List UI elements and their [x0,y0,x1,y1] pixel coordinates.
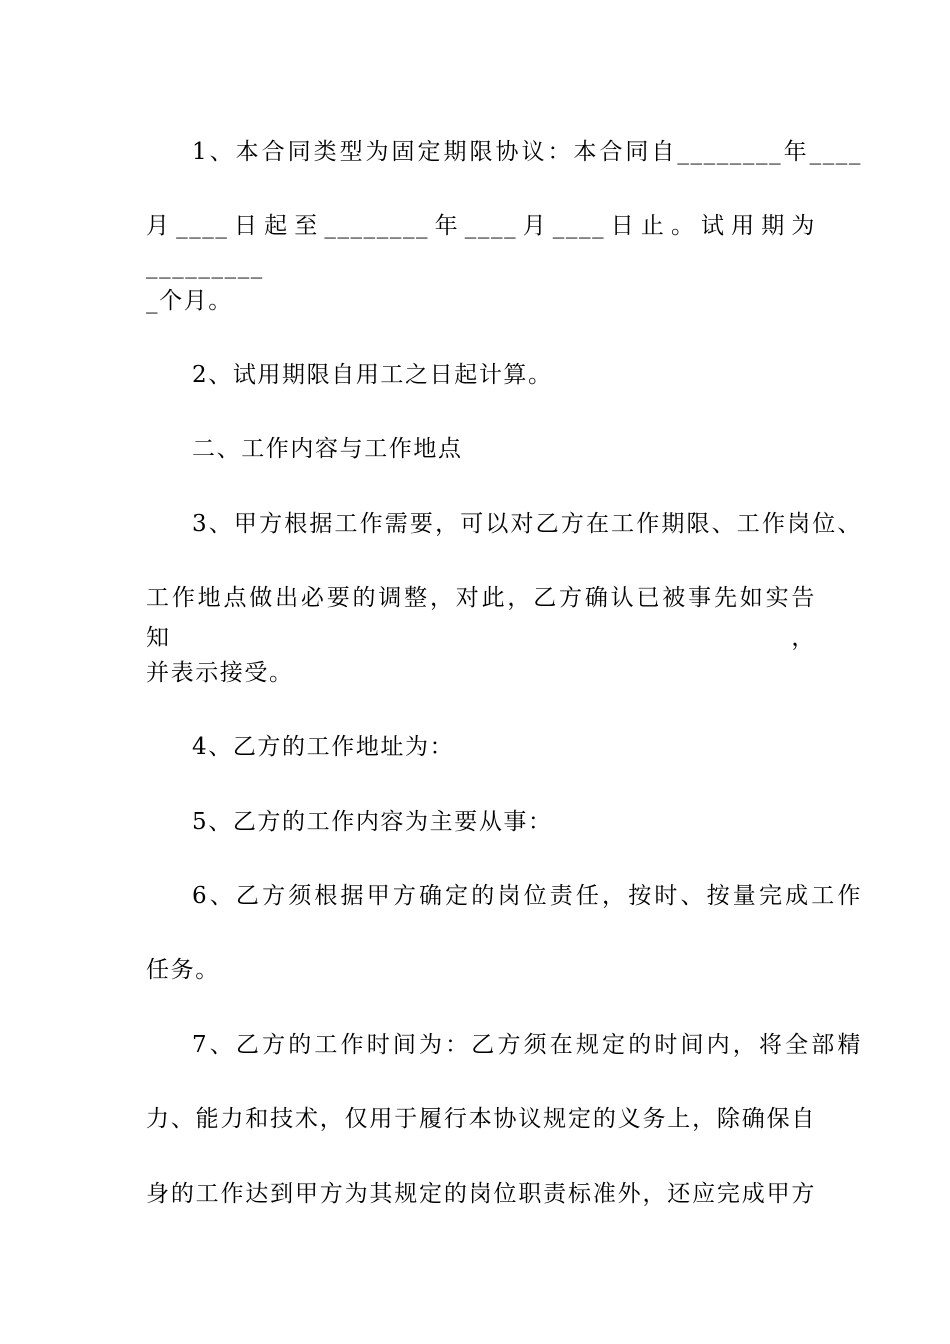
clause-7-line-3: 身的工作达到甲方为其规定的岗位职责标准外，还应完成甲方 [146,1181,816,1207]
clause-1-line-2: 月____日起至________年____月____日止。试用期为_________ [146,213,816,279]
clause-3-line-2: 工作地点做出必要的调整，对此，乙方确认已被事先如实告知， [146,585,816,651]
section-heading-2: 二、工作内容与工作地点 [192,436,463,462]
clause-5: 5、乙方的工作内容为主要从事： [192,809,553,835]
clause-1-line-3: _个月。 [146,288,233,314]
clause-4: 4、乙方的工作地址为： [192,734,455,760]
clause-6-line-2: 任务。 [146,957,220,983]
clause-1-line-1: 1、本合同类型为固定期限协议：本合同自________年____ [192,139,862,165]
clause-6-line-1: 6、乙方须根据甲方确定的岗位责任，按时、按量完成工作 [192,883,862,909]
clause-7-line-1: 7、乙方的工作时间为：乙方须在规定的时间内，将全部精 [192,1032,862,1058]
clause-7-line-2: 力、能力和技术，仅用于履行本协议规定的义务上，除确保自 [146,1106,816,1132]
clause-2: 2、试用期限自用工之日起计算。 [192,362,553,388]
clause-3-line-3: 并表示接受。 [146,660,294,686]
clause-3-line-1: 3、甲方根据工作需要，可以对乙方在工作期限、工作岗位、 [192,511,862,537]
